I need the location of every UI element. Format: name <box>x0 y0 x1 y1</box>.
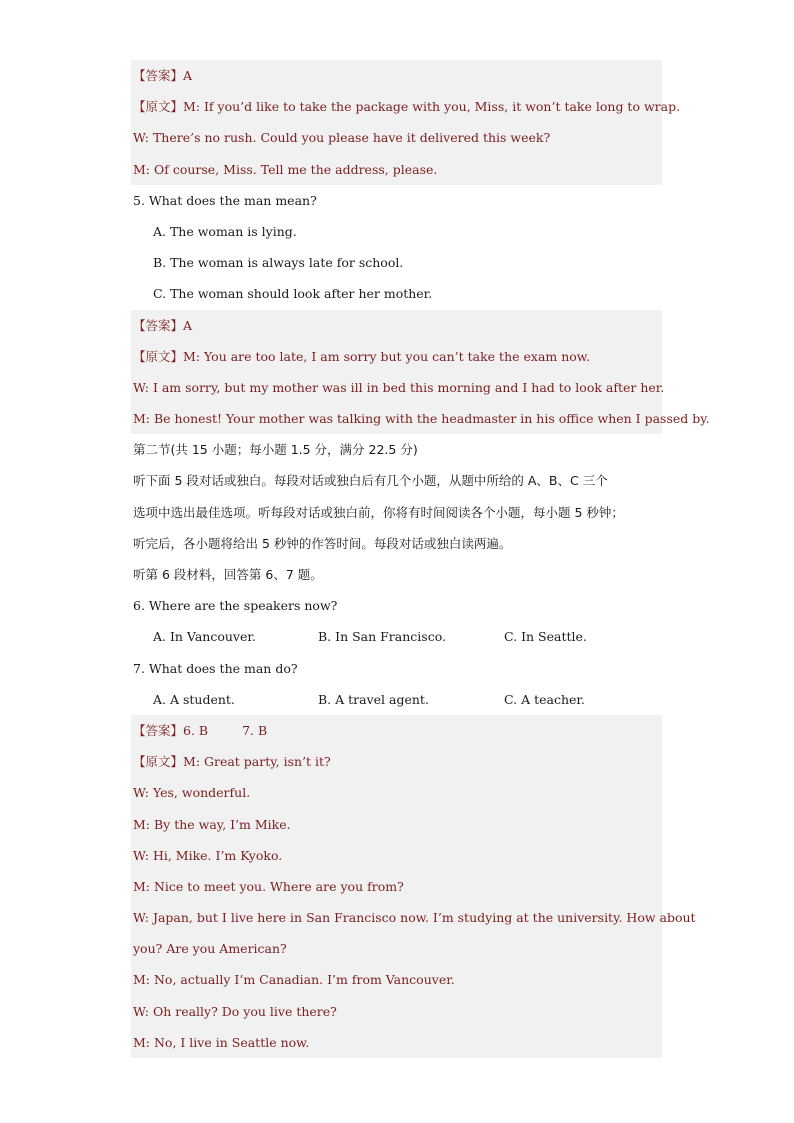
document-page <box>131 60 710 1058</box>
answer-line <box>131 310 662 341</box>
transcript-line: W: Japan, but I live here in San Francisco now. I’m studying at the university. How about <box>131 902 662 933</box>
option-b: B. A travel agent. <box>318 691 429 707</box>
transcript-line <box>131 746 662 777</box>
option-b: B. In San Francisco. <box>318 629 446 645</box>
transcript-line: M: By the way, I’m Mike. <box>131 809 662 840</box>
answer-value: A <box>183 68 193 83</box>
options-row <box>131 684 662 715</box>
option-a: A. In Vancouver. <box>153 629 256 645</box>
source-tag: 【原文】 <box>133 348 184 364</box>
instruction-line: 听完后，各小题将给出 5 秒钟的作答时间。每段对话或独白读两遍。 <box>133 535 512 551</box>
answer-7: 7. B <box>242 722 268 738</box>
answer-value: A <box>183 317 193 333</box>
transcript-line: M: Nice to meet you. Where are you from? <box>131 871 662 902</box>
transcript-line <box>131 91 681 122</box>
answer-line <box>131 715 662 746</box>
transcript-text: M: If you’d like to take the package with you, Miss, it won’t take long to wrap. <box>183 99 681 115</box>
source-tag: 【原文】 <box>133 754 184 770</box>
transcript-line: W: There’s no rush. Could you please have it delivered this week? <box>131 122 662 153</box>
transcript-line: M: Of course, Miss. Tell me the address, please. <box>131 154 662 185</box>
transcript-line: W: Oh really? Do you live there? <box>131 996 662 1027</box>
transcript-line: M: No, actually I’m Canadian. I’m from Vancouver. <box>131 964 662 995</box>
section-heading: 第二节(共 15 小题；每小题 1.5 分，满分 22.5 分) <box>133 442 418 458</box>
transcript-text: M: Great party, isn’t it? <box>183 754 331 770</box>
options-row <box>131 621 662 652</box>
answer-tag: 【答案】 <box>133 317 184 333</box>
transcript-line <box>131 341 662 372</box>
transcript-line: you? Are you American? <box>131 933 662 964</box>
transcript-line: W: I am sorry, but my mother was ill in bed this morning and I had to look after her. <box>131 372 662 403</box>
answer-tag: 【答案】 <box>133 722 184 738</box>
option-c: C. In Seattle. <box>504 629 587 645</box>
transcript-line: W: Yes, wonderful. <box>131 777 662 808</box>
option-a: A. The woman is lying. <box>153 223 297 239</box>
material-line: 听第 6 段材料，回答第 6、7 题。 <box>133 567 323 582</box>
transcript-line: W: Hi, Mike. I’m Kyoko. <box>131 840 662 871</box>
transcript-line: M: Be honest! Your mother was talking with the headmaster in his office when I passed by. <box>131 403 662 434</box>
option-b: B. The woman is always late for school. <box>153 255 404 271</box>
question-7: 7. What does the man do? <box>133 660 298 676</box>
instruction-line: 选项中选出最佳选项。听每段对话或独白前，你将有时间阅读各个小题，每小题 5 秒钟； <box>133 504 624 520</box>
option-c: C. The woman should look after her mother. <box>153 286 433 302</box>
answer-line <box>131 60 662 91</box>
source-tag: 【原文】 <box>133 99 184 115</box>
question-5: 5. What does the man mean? <box>133 192 317 208</box>
transcript-line: M: No, I live in Seattle now. <box>131 1027 662 1058</box>
option-c: C. A teacher. <box>504 691 585 707</box>
question-6: 6. Where are the speakers now? <box>133 598 338 614</box>
answer-6: 6. B <box>183 722 209 738</box>
answer-tag: 【答案】 <box>133 68 184 83</box>
option-a: A. A student. <box>153 691 235 707</box>
transcript-text: M: You are too late, I am sorry but you can’t take the exam now. <box>183 348 590 364</box>
instruction-line: 听下面 5 段对话或独白。每段对话或独白后有几个小题，从题中所给的 A、B、C 三个 <box>133 473 608 489</box>
